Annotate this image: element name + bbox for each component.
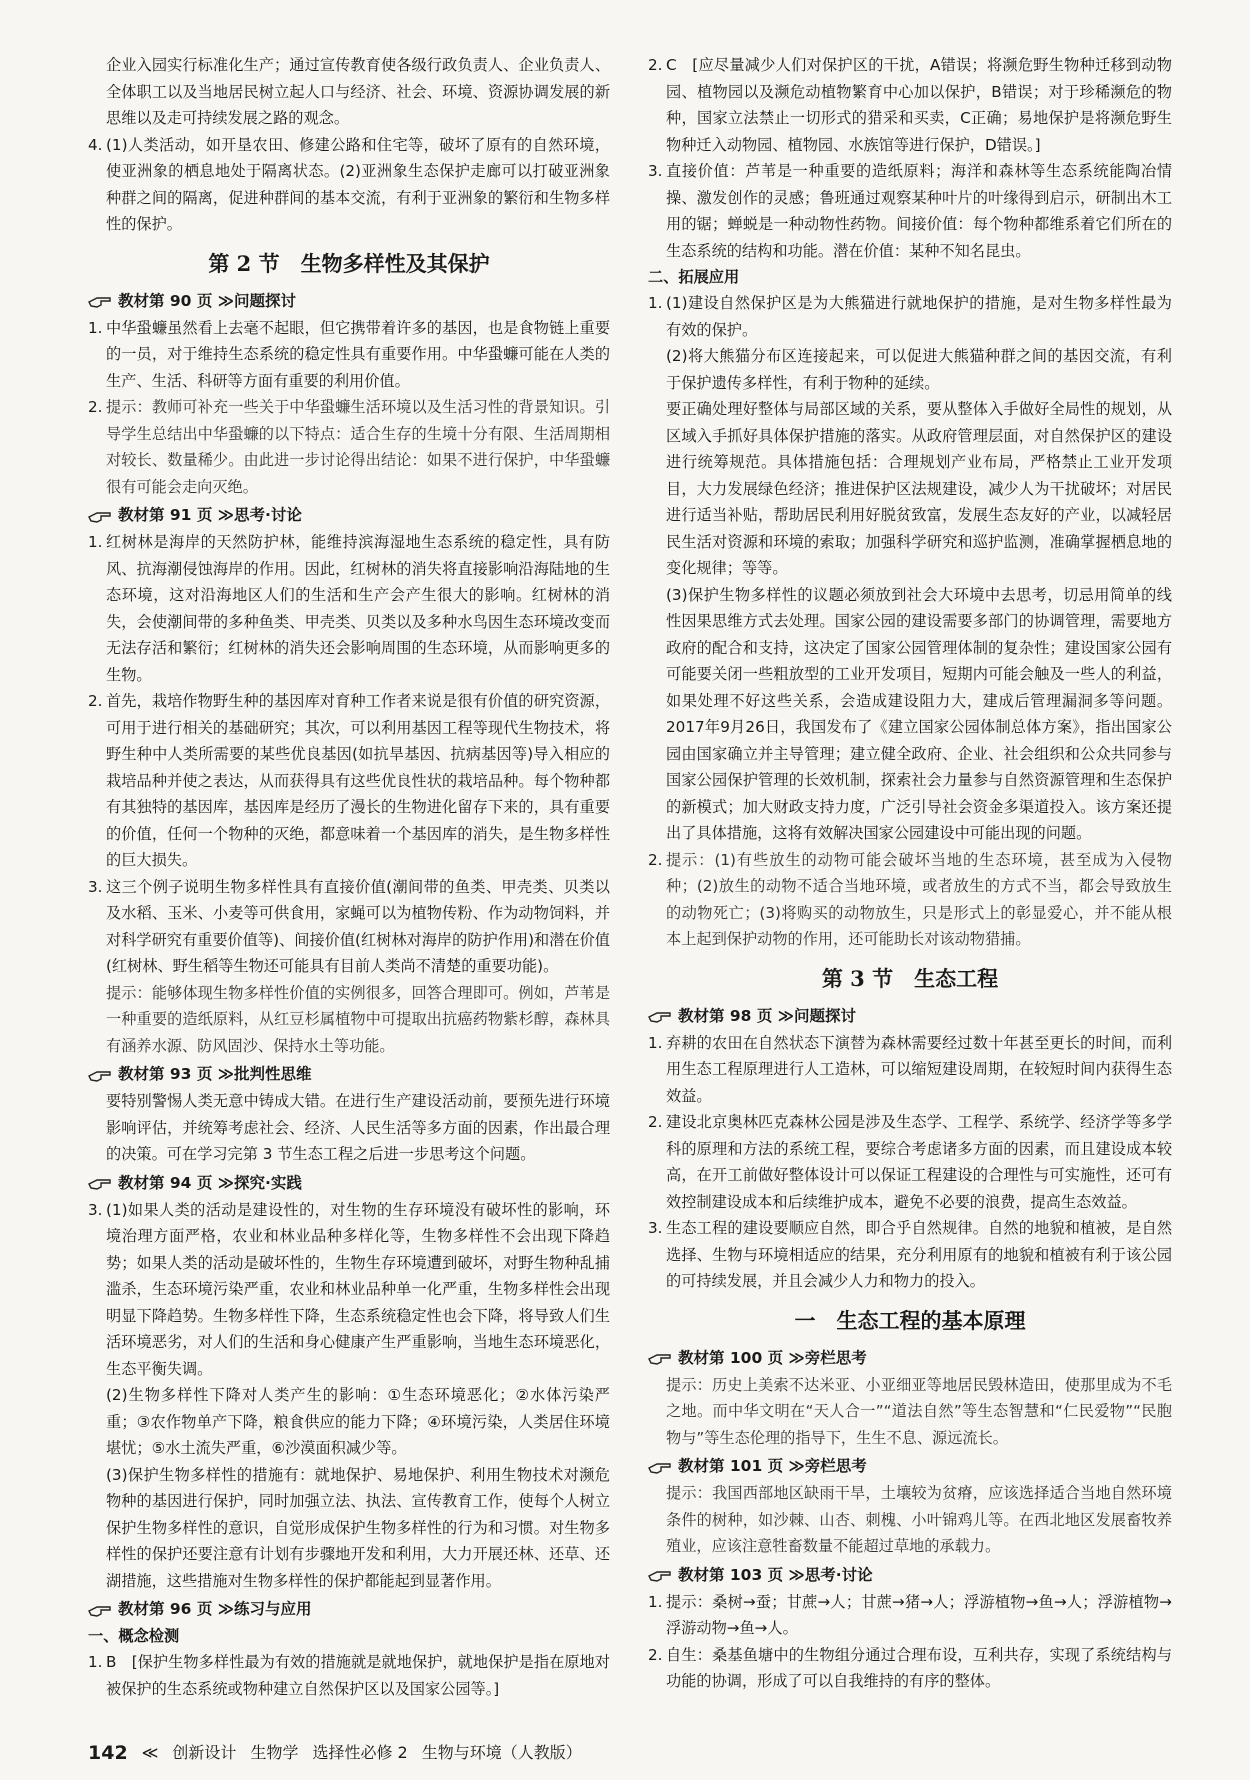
ref-label: 教材第 94 页 ≫探究·实践 xyxy=(118,1173,302,1192)
answer-text: 生态工程的建设要顺应自然，即合乎自然规律。自然的地貌和植被，是自然选择、生物与环境相适应的结果，充分利用原有的地貌和植被有利于该公园的可持续发展，并且会减少人力和物力的投入。 xyxy=(666,1219,1172,1290)
ref-label: 教材第 91 页 ≫思考·讨论 xyxy=(118,506,302,524)
answer-text: (2)将大熊猫分布区连接起来，可以促进大熊猫种群之间的基因交流，有利于保护遗传多样性，有利于物种的延续。 xyxy=(666,347,1172,392)
answer-text: 提示：教师可补充一些关于中华蛩蠊生活环境以及生活习性的背景知识。引导学生总结出中华蛩蠊的以下特点：适合生存的生境十分有限、生活周期相对较长、数量稀少。由此进一步讨论得出结论：如果不进行保护，中华蛩蠊很有可能会走向灭绝。 xyxy=(106,398,610,496)
paragraph: 要特别警惕人类无意中铸成大错。在进行生产建设活动前，要预先进行环境影响评估，并统筹考虑社会、经济、人民生活等多方面的因素，作出最合理的决策。可在学习完第 3 节生态工程之后进一步思考这个问题。 xyxy=(106,1092,610,1163)
answer-text: 首先，栽培作物野生种的基因库对育种工作者来说是很有价值的研究资源，可用于进行相关的基础研究；其次，可以利用基因工程等现代生物技术，将野生种中人类所需要的某些优良基因(如抗旱基因、抗病基因等)导入相应的栽培品种并使之表达，从而获得具有这些优良性状的栽培品种。每个物种都有其独特的基因库，基因库是经历了漫长的生物进化留存下来的，具有重要的价值，任何一个物种的灭绝，都意味着一个基因库的消失，是生物多样性的巨大损失。 xyxy=(106,692,610,869)
item-number: 2. xyxy=(648,1645,663,1664)
ref-label: 教材第 103 页 ≫思考·讨论 xyxy=(678,1565,873,1584)
answer-text: 这三个例子说明生物多样性具有直接价值(潮间带的鱼类、甲壳类、贝类以及水稻、玉米、小麦等可供食用，家蝇可以为植物传粉、作为动物饲料，并对科学研究有重要价值等)、间接价值(红树林对海岸的防护作用)和潜在价值(红树林、野生稻等生物还可能具有目前人类尚不清楚的重要功能)。 xyxy=(106,877,610,975)
answer-item xyxy=(648,1109,1172,1215)
pointing-hand-icon xyxy=(88,1067,112,1083)
answer-text: 提示：桑树→蚕；甘蔗→人；甘蔗→猪→人；浮游植物→鱼→人；浮游植物→浮游动物→鱼→人。 xyxy=(666,1592,1172,1637)
item-number: 4. xyxy=(88,135,103,154)
answer-item xyxy=(648,1030,1172,1110)
ref-label: 教材第 101 页 ≫旁栏思考 xyxy=(678,1457,867,1475)
answer-item xyxy=(648,1215,1172,1295)
pointing-hand-icon xyxy=(648,1459,672,1475)
item-number: 2. xyxy=(648,1113,663,1131)
page-footer xyxy=(88,1742,582,1764)
answer-text: 弃耕的农田在自然状态下演替为森林需要经过数十年甚至更长的时间，而利用生态工程原理进行人工造林，可以缩短建设周期，在较短时间内获得生态效益。 xyxy=(666,1033,1172,1105)
footer-arrows: ≪ xyxy=(141,1743,159,1762)
ref-label: 教材第 93 页 ≫批判性思维 xyxy=(118,1065,312,1083)
ref-label: 教材第 100 页 ≫旁栏思考 xyxy=(678,1348,867,1367)
textbook-ref xyxy=(88,1170,610,1197)
hint-text: 提示：能够体现生物多样性价值的实例很多，回答合理即可。例如，芦苇是一种重要的造纸原料，从红豆杉属植物中可提取出抗癌药物紫杉醇，森林具有涵养水源、防风固沙、保持水土等功能。 xyxy=(106,983,610,1055)
answer-text: C [应尽量减少人们对保护区的干扰，A错误；将濒危野生物种迁移到动物园、植物园以及濒危动植物繁育中心加以保护，B错误；对于珍稀濒危的物种，国家立法禁止一切形式的猎采和买卖，C正确；易地保护是将濒危野生物种迁入动物园、植物园、水族馆等进行保护，D错误。] xyxy=(666,56,1172,154)
answer-text: (3)保护生物多样性的议题必须放到社会大环境中去思考，切忌用简单的线性因果思维方式去处理。国家公园的建设需要多部门的协调管理，需要地方政府的配合和支持，这决定了国家公园管理体制的复杂性；建设国家公园有可能要关闭一些粗放型的工业开发项目，短期内可能会触及一些人的利益，如果处理不好这些关系，会造成建设阻力大，建成后管理漏洞多等问题。2017年9月26日，我国发布了《建立国家公园体制总体方案》，指出国家公园由国家确立并主导管理；建立健全政府、企业、社会组织和公众共同参与国家公园保护管理的长效机制，探索社会力量参与自然资源管理和生态保护的新模式；加大财政支持力度，广泛引导社会资金多渠道投入。该方案还提出了具体措施，这将有效解决国家公园建设中可能出现的问题。 xyxy=(666,585,1172,842)
item-number: 1. xyxy=(648,294,663,312)
answer-item xyxy=(648,1589,1172,1642)
left-column xyxy=(88,52,610,1702)
textbook-ref xyxy=(648,1453,1172,1480)
paragraph: 提示：历史上美索不达米亚、小亚细亚等地居民毁林造田，使那里成为不毛之地。而中华文明在“天人合一”“道法自然”等生态智慧和“仁民爱物”“民胞物与”等生态伦理的指导下，生生不息、源远流长。 xyxy=(666,1375,1172,1447)
subsection-title: 一 生态工程的基本原理 xyxy=(794,1307,1026,1333)
answer-text: 建设北京奥林匹克森林公园是涉及生态学、工程学、系统学、经济学等多学科的原理和方法的系统工程，要综合考虑诸多方面的因素，而且建设成本较高，在开工前做好整体设计可以保证工程建设的合理性与可实施性，还可有效控制建设成本和后续维护成本，避免不必要的浪费，提高生态效益。 xyxy=(666,1113,1172,1211)
item-number: 1. xyxy=(648,1033,663,1052)
answer-text: B [保护生物多样性最为有效的措施就是就地保护，就地保护是指在原地对被保护的生态系统或物种建立自然保护区以及国家公园等。] xyxy=(106,1653,610,1698)
footer-book: 选择性必修 2 xyxy=(312,1743,408,1762)
answer-item xyxy=(88,529,610,688)
answer-text: (3)保护生物多样性的措施有：就地保护、易地保护、利用生物技术对濒危物种的基因进行保护，同时加强立法、执法、宣传教育工作，使每个人树立保护生物多样性的意识，自觉形成保护生物多样性的行为和习惯。对生物多样性的保护还要注意有计划有步骤地开发和利用，大力开展还林、还草、还湖措施，这些措施对生物多样性的保护都能起到显著作用。 xyxy=(106,1465,610,1590)
right-column xyxy=(648,52,1172,1695)
group-heading: 二、拓展应用 xyxy=(648,268,740,286)
answer-item xyxy=(648,847,1172,953)
textbook-ref xyxy=(648,1003,1172,1030)
paragraph: 企业入园实行标准化生产；通过宣传教育使各级行政负责人、企业负责人、全体职工以及当地居民树立起人口与经济、社会、环境、资源协调发展的新思维以及走可持续发展之路的观念。 xyxy=(106,56,610,127)
textbook-ref xyxy=(88,502,610,529)
textbook-ref xyxy=(88,288,610,315)
ref-label: 教材第 98 页 ≫问题探讨 xyxy=(678,1006,856,1025)
pointing-hand-icon xyxy=(88,508,112,524)
pointing-hand-icon xyxy=(88,1175,112,1191)
section-title: 第 3 节 生态工程 xyxy=(821,965,999,991)
answer-text: (1)人类活动，如开垦农田、修建公路和住宅等，破坏了原有的自然环境，使亚洲象的栖息地处于隔离状态。(2)亚洲象生态保护走廊可以打破亚洲象种群之间的隔离，促进种群间的基本交流，有利于亚洲象的繁衍和生物多样性的保护。 xyxy=(106,135,610,233)
answer-item xyxy=(648,290,1172,847)
pointing-hand-icon xyxy=(88,293,112,309)
answer-text: 直接价值：芦苇是一种重要的造纸原料；海洋和森林等生态系统能陶冶情操、激发创作的灵感；鲁班通过观察某种叶片的叶缘得到启示，研制出木工用的锯；蝉蜕是一种动物性药物。间接价值：每个物种都维系着它们所在的生态系统的结构和功能。潜在价值：某种不知名昆虫。 xyxy=(666,162,1172,260)
group-heading: 一、概念检测 xyxy=(88,1627,180,1645)
pointing-hand-icon xyxy=(648,1008,672,1024)
textbook-ref xyxy=(88,1596,610,1623)
item-number: 1. xyxy=(648,1592,663,1611)
paragraph: 提示：我国西部地区缺雨干旱，土壤较为贫瘠，应该选择适合当地自然环境条件的树种，如沙棘、山杏、刺槐、小叶锦鸡儿等。在西北地区发展畜牧养殖业，应该注意牲畜数量不能超过草地的承载力。 xyxy=(666,1484,1172,1555)
pointing-hand-icon xyxy=(648,1567,672,1583)
answer-text: (1)如果人类的活动是建设性的，对生物的生存环境没有破坏性的影响，环境治理方面严格，农业和林业品种多样化等，生物多样性不会出现下降趋势；如果人类的活动是破坏性的，生物生存环境遭到破坏，对野生物种乱捕滥杀，生态环境污染严重，农业和林业品种单一化严重，生物多样性会出现明显下降趋势。生物多样性下降，生态系统稳定性也会下降，将导致人们生活环境恶劣，对人们的生活和身心健康产生严重影响，当地生态环境恶化，生态平衡失调。 xyxy=(106,1200,610,1378)
ref-label: 教材第 90 页 ≫问题探讨 xyxy=(118,291,296,310)
answer-item xyxy=(648,52,1172,158)
item-number: 2. xyxy=(648,850,663,869)
footer-subject: 生物学 xyxy=(250,1743,299,1762)
answer-text: (2)生物多样性下降对人类产生的影响：①生态环境恶化；②水体污染严重；③农作物单产下降，粮食供应的能力下降；④环境污染，人类居住环境堪忧；⑤水土流失严重，⑥沙漠面积减少等。 xyxy=(106,1386,610,1457)
answer-item xyxy=(88,1649,610,1702)
answer-item xyxy=(88,394,610,500)
item-number: 3. xyxy=(88,1200,103,1219)
item-number: 2. xyxy=(88,692,103,710)
item-number: 1. xyxy=(88,318,103,337)
item-number: 3. xyxy=(648,1219,663,1237)
answer-text: 提示：(1)有些放生的动物可能会破坏当地的生态环境，甚至成为入侵物种；(2)放生的动物不适合当地环境，或者放生的方式不当，都会导致放生的动物死亡；(3)将购买的动物放生，只是形式上的彰显爱心，并不能从根本上起到保护动物的作用，还可能助长对该动物猎捕。 xyxy=(666,850,1172,948)
item-number: 2. xyxy=(88,398,103,416)
item-number: 3. xyxy=(648,162,663,180)
ref-label: 教材第 96 页 ≫练习与应用 xyxy=(118,1600,312,1618)
answer-item xyxy=(88,1197,610,1595)
answer-text: 要正确处理好整体与局部区域的关系，要从整体入手做好全局性的规划，从区域入手抓好具体保护措施的落实。从政府管理层面，对自然保护区的建设进行统筹规范。具体措施包括：合理规划产业布局，严格禁止工业开发项目，大力发展绿色经济；推进保护区法规建设，减少人为干扰破坏；对居民进行适当补贴，帮助居民利用好脱贫致富，发展生态友好的产业，以减轻居民生活对资源和环境的索取；加强科学研究和巡护监测，准确掌握栖息地的变化规律；等等。 xyxy=(666,400,1172,577)
item-number: 1. xyxy=(88,1653,103,1671)
page-number: 142 xyxy=(88,1742,128,1764)
footer-volume: 生物与环境（人教版） xyxy=(421,1743,582,1762)
textbook-ref xyxy=(648,1562,1172,1589)
answer-item xyxy=(88,688,610,874)
section-title: 第 2 节 生物多样性及其保护 xyxy=(208,250,490,276)
item-number: 2. xyxy=(648,56,663,74)
item-number: 1. xyxy=(88,533,103,551)
answer-text: 中华蛩蠊虽然看上去毫不起眼，但它携带着许多的基因，也是食物链上重要的一员，对于维持生态系统的稳定性具有重要作用。中华蛩蠊可能在人类的生产、生活、科研等方面有重要的利用价值。 xyxy=(106,318,610,390)
answer-item xyxy=(648,1642,1172,1695)
answer-item xyxy=(88,132,610,238)
pointing-hand-icon xyxy=(648,1350,672,1366)
answer-text: 红树林是海岸的天然防护林，能维持滨海湿地生态系统的稳定性，具有防风、抗海潮侵蚀海岸的作用。因此，红树林的消失将直接影响沿海陆地的生态环境，这对沿海地区人们的生活和生产会产生很大的影响。红树林的消失，会使潮间带的多种鱼类、甲壳类、贝类以及多种水鸟因生态环境改变而无法存活和繁衍；红树林的消失还会影响周围的生态环境，从而影响更多的生物。 xyxy=(106,533,610,684)
answer-item xyxy=(88,874,610,1060)
item-number: 3. xyxy=(88,877,103,896)
textbook-ref xyxy=(648,1345,1172,1372)
answer-item xyxy=(648,158,1172,264)
textbook-ref xyxy=(88,1061,610,1088)
answer-text: (1)建设自然保护区是为大熊猫进行就地保护的措施，是对生物多样性最为有效的保护。 xyxy=(666,294,1172,339)
pointing-hand-icon xyxy=(88,1602,112,1618)
answer-item xyxy=(88,315,610,395)
answer-text: 自生：桑基鱼塘中的生物组分通过合理布设，互利共存，实现了系统结构与功能的协调，形成了可以自我维持的有序的整体。 xyxy=(666,1645,1172,1690)
footer-series: 创新设计 xyxy=(172,1743,237,1762)
